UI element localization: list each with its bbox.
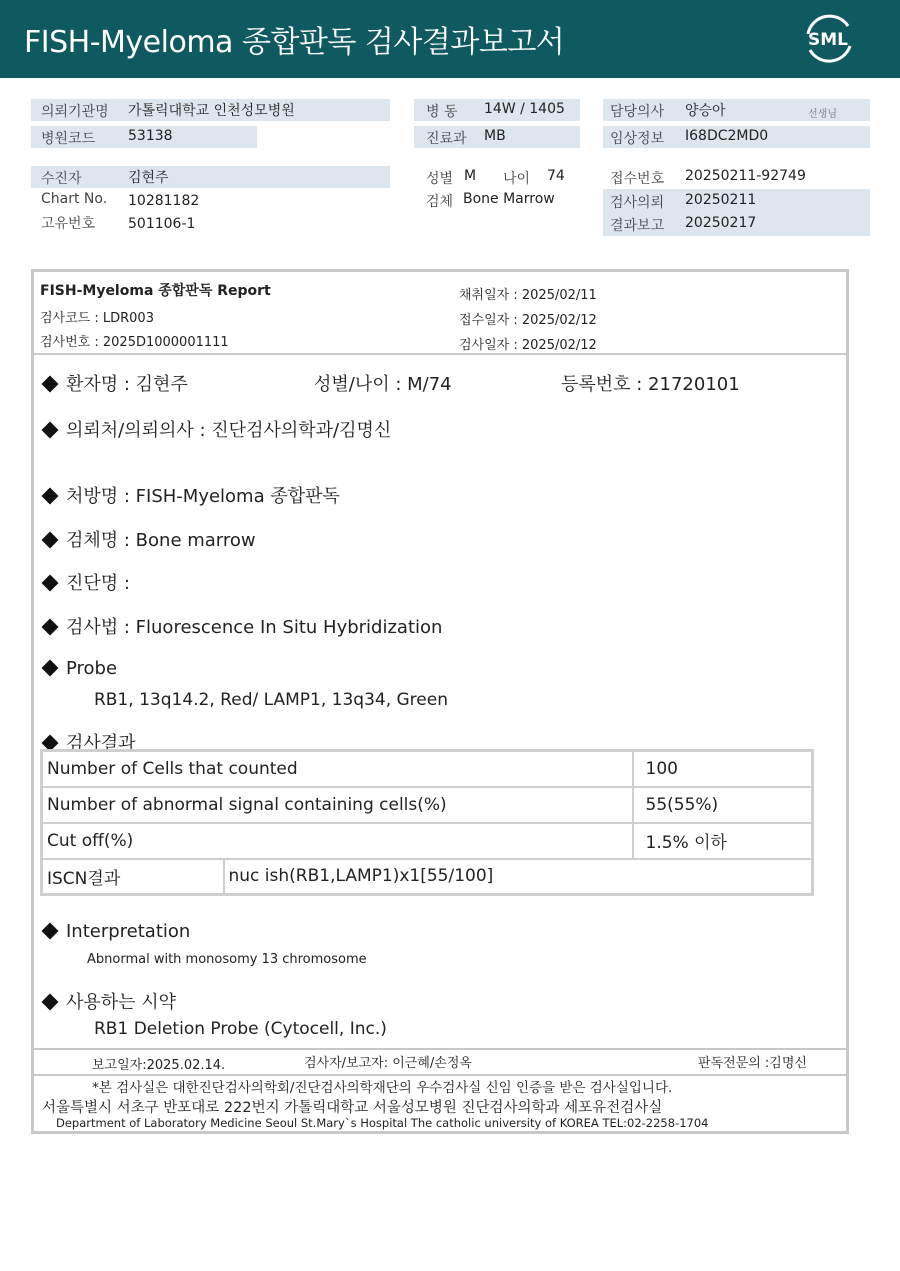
institution-value: 가톨릭대학교 인천성모병원 [128, 103, 295, 119]
specimen-name: 검체명 : Bone marrow [66, 530, 256, 551]
table-row [42, 859, 813, 895]
result-label-cell: Number of abnormal signal containing cells(%) [42, 787, 633, 823]
interpretation-detail: Abnormal with monosomy 13 chromosome [87, 952, 367, 967]
lab-address: 서울특별시 서초구 반포대로 222번지 가톨릭대학교 서울성모병원 진단검사의학과 세포유전검사실 [42, 1100, 663, 1116]
request-value: 20250211 [685, 192, 757, 208]
test-date: 검사일자 : 2025/02/12 [459, 338, 597, 353]
bullet-diamond-icon [42, 488, 59, 505]
dept-value: MB [484, 128, 506, 144]
specialist: 판독전문의 :김명신 [698, 1056, 807, 1071]
receipt-value: 20250211-92749 [685, 168, 806, 184]
bullet-diamond-icon [42, 422, 59, 439]
patient-value: 김현주 [128, 170, 169, 186]
patient-label: 수진자 [41, 171, 82, 187]
accreditation-note: *본 검사실은 대한진단검사의학회/진단검사의학재단의 우수검사실 신임 인증을 받은 검사실입니다. [92, 1080, 673, 1096]
department-info: Department of Laboratory Medicine Seoul St.Mary`s Hospital The catholic university of KOREA TEL:02-2258-1704 [56, 1116, 709, 1130]
diagnosis: 진단명 : [66, 573, 130, 594]
probe-heading: Probe [66, 658, 118, 679]
sex-value: M [464, 168, 477, 184]
sex-age: 성별/나이 : M/74 [314, 374, 452, 395]
dept-label: 진료과 [426, 131, 467, 147]
table-row [42, 787, 813, 823]
test-code: 검사코드 : LDR003 [40, 311, 154, 326]
doctor-suffix: 선생님 [808, 109, 837, 120]
doctor-value: 양승아 [685, 103, 726, 119]
receipt-label: 접수번호 [610, 171, 665, 187]
result-label-cell: Cut off(%) [42, 823, 633, 859]
report-title: FISH-Myeloma 종합판독 Report [40, 283, 271, 299]
result-value: 20250217 [685, 215, 757, 231]
unique-label: 고유번호 [41, 216, 96, 232]
chart-value: 10281182 [128, 193, 200, 209]
doctor-label: 담당의사 [610, 104, 665, 120]
unique-value: 501106-1 [128, 216, 196, 232]
result-value-cell: 100 [633, 751, 813, 787]
bullet-diamond-icon [42, 994, 59, 1011]
collect-date: 채취일자 : 2025/02/11 [459, 288, 597, 303]
report-header [34, 272, 846, 355]
clinical-value: I68DC2MD0 [685, 128, 769, 144]
bullet-diamond-icon [42, 660, 59, 677]
test-method: 검사법 : Fluorescence In Situ Hybridization [66, 617, 443, 638]
institution-label: 의뢰기관명 [41, 104, 109, 120]
result-heading: 검사결과 [66, 733, 136, 754]
patient-bar [31, 166, 390, 188]
prescription: 처방명 : FISH-Myeloma 종합판독 [66, 486, 340, 507]
table-row [42, 823, 813, 859]
probe-detail: RB1, 13q14.2, Red/ LAMP1, 13q34, Green [94, 690, 448, 710]
result-label-cell: Number of Cells that counted [42, 751, 633, 787]
receive-date: 접수일자 : 2025/02/12 [459, 313, 597, 328]
sex-label: 성별 [426, 171, 454, 187]
bullet-diamond-icon [42, 923, 59, 940]
test-number: 검사번호 : 2025D1000001111 [40, 335, 229, 350]
request-label: 검사의뢰 [610, 195, 665, 211]
bullet-diamond-icon [42, 575, 59, 592]
reagent-heading: 사용하는 시약 [66, 992, 177, 1013]
specimen-value: Bone Marrow [463, 191, 555, 207]
registration-number: 등록번호 : 21720101 [561, 374, 740, 395]
reporters: 검사자/보고자: 이근혜/손정옥 [304, 1056, 472, 1071]
age-label: 나이 [503, 171, 531, 187]
bullet-diamond-icon [42, 619, 59, 636]
report-date: 보고일자:2025.02.14. [92, 1058, 226, 1073]
page-title: FISH-Myeloma 종합판독 검사결과보고서 [24, 25, 565, 60]
clinical-label: 임상정보 [610, 131, 665, 147]
interpretation-heading: Interpretation [66, 921, 191, 942]
result-value-cell: 55(55%) [633, 787, 813, 823]
result-label: 결과보고 [610, 218, 665, 234]
report-box [31, 269, 849, 1134]
logo-text: SML [808, 30, 848, 50]
patient-name: 환자명 : 김현주 [66, 374, 188, 395]
age-value: 74 [547, 168, 565, 184]
results-table [40, 749, 814, 896]
reagent-detail: RB1 Deletion Probe (Cytocell, Inc.) [94, 1019, 387, 1039]
ward-value: 14W / 1405 [484, 101, 565, 117]
bullet-diamond-icon [42, 532, 59, 549]
sml-logo-icon [800, 12, 856, 64]
table-row [42, 751, 813, 787]
result-value-cell: 1.5% 이하 [633, 823, 813, 859]
referrer: 의뢰처/의뢰의사 : 진단검사의학과/김명신 [66, 420, 392, 441]
specimen-label: 검체 [426, 194, 454, 210]
footer-divider [34, 1048, 846, 1050]
iscn-value-cell: nuc ish(RB1,LAMP1)x1[55/100] [224, 859, 813, 895]
hospital-code-label: 병원코드 [41, 131, 96, 147]
bullet-diamond-icon [42, 376, 59, 393]
hospital-code-value: 53138 [128, 128, 173, 144]
ward-label: 병 동 [426, 104, 458, 120]
iscn-label-cell: ISCN결과 [42, 859, 224, 895]
page-header [0, 0, 900, 78]
chart-label: Chart No. [41, 191, 108, 207]
